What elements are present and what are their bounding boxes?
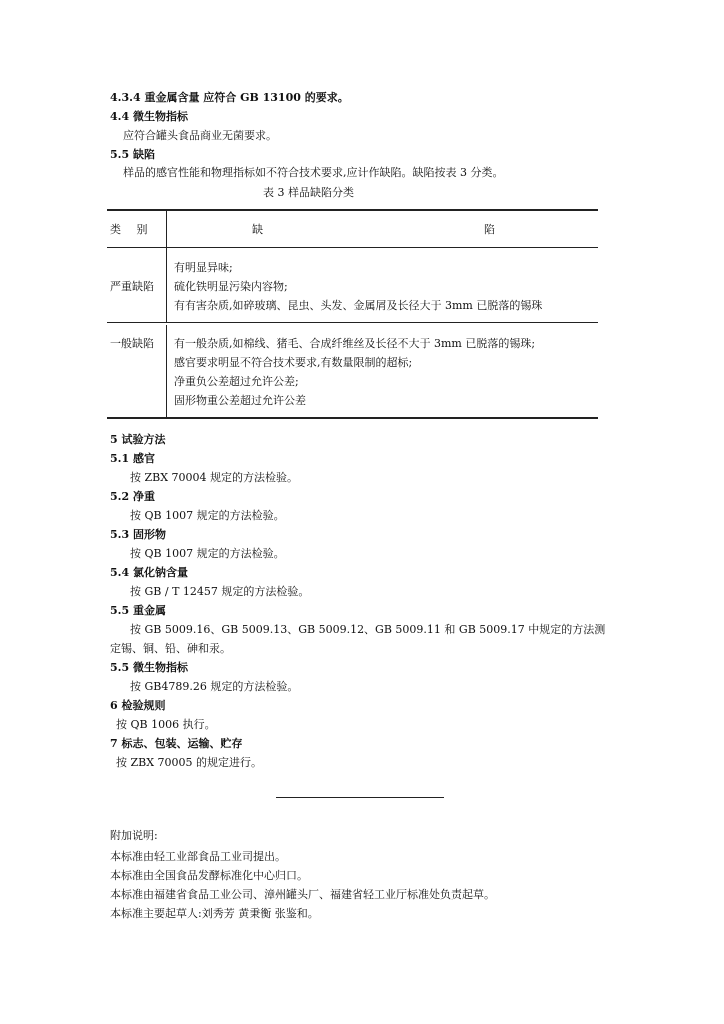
text-5-4: 按 GB / T 12457 规定的方法检验。 [130,585,310,598]
heading-7: 7 标志、包装、运输、贮存 [110,737,243,750]
note-2: 本标准由全国食品发酵标准化中心归口。 [110,869,308,882]
row-divider-general [166,325,167,417]
heading-5-3: 5.3 固形物 [110,528,166,541]
notes-title: 附加说明: [110,829,158,842]
heading-5-1: 5.1 感官 [110,452,155,465]
heading-5: 5 试验方法 [110,433,166,446]
text-5-5-defects: 样品的感官性能和物理指标如不符合技术要求,应计作缺陷。缺陷按表 3 分类。 [123,166,504,179]
table-row-rule [107,322,598,323]
severe-item-3: 有有害杂质,如碎玻璃、昆虫、头发、金属屑及长径大于 3mm 已脱落的锡珠 [174,299,543,312]
text-5-2: 按 QB 1007 规定的方法检验。 [130,509,285,522]
text-4-4: 应符合罐头食品商业无菌要求。 [123,129,277,142]
heading-5-5-micro: 5.5 微生物指标 [110,661,188,674]
note-1: 本标准由轻工业部食品工业司提出。 [110,850,286,863]
table-header-divider [166,211,167,251]
text-5-5-metals-line2: 定锡、铜、铅、砷和汞。 [110,642,231,655]
table-bottom-rule [107,417,598,419]
category-severe: 严重缺陷 [110,280,154,293]
text-5-1: 按 ZBX 70004 规定的方法检验。 [130,471,299,484]
text-5-3: 按 QB 1007 规定的方法检验。 [130,547,285,560]
severe-item-2: 硫化铁明显污染内容物; [174,280,288,293]
general-item-2: 感官要求明显不符合技术要求,有数量限制的超标; [174,356,413,369]
header-category: 类 别 [110,223,154,236]
text-6: 按 QB 1006 执行。 [116,718,216,731]
heading-6: 6 检验规则 [110,699,166,712]
general-item-3: 净重负公差超过允许公差; [174,375,299,388]
row-divider-severe [166,250,167,322]
heading-5-5-metals: 5.5 重金属 [110,604,166,617]
heading-5-2: 5.2 净重 [110,490,155,503]
heading-5-4: 5.4 氯化钠含量 [110,566,188,579]
table-header-rule [107,247,598,248]
text-5-5-micro: 按 GB4789.26 规定的方法检验。 [130,680,299,693]
category-general: 一般缺陷 [110,337,154,350]
note-4: 本标准主要起草人:刘秀芳 黄秉衡 张鉴和。 [110,907,319,920]
header-defect-left: 缺 [252,223,263,236]
note-3: 本标准由福建省食品工业公司、漳州罐头厂、福建省轻工业厅标准处负责起草。 [110,888,495,901]
heading-5-5-defects: 5.5 缺陷 [110,148,155,161]
severe-item-1: 有明显异味; [174,261,233,274]
general-item-1: 有一般杂质,如棉线、猪毛、合成纤维丝及长径不大于 3mm 已脱落的锡珠; [174,337,536,350]
general-item-4: 固形物重公差超过允许公差 [174,394,306,407]
table-top-rule [107,209,598,211]
header-defect-right: 陷 [484,223,495,236]
text-5-5-metals-line1: 按 GB 5009.16、GB 5009.13、GB 5009.12、GB 5009.11 和 GB 5009.17 中规定的方法测 [130,623,606,636]
clause-4-3-4: 4.3.4 重金属含量 应符合 GB 13100 的要求。 [110,91,349,104]
heading-4-4: 4.4 微生物指标 [110,110,188,123]
table-caption: 表 3 样品缺陷分类 [263,186,354,199]
text-7: 按 ZBX 70005 的规定进行。 [116,756,263,769]
end-separator [276,797,444,798]
